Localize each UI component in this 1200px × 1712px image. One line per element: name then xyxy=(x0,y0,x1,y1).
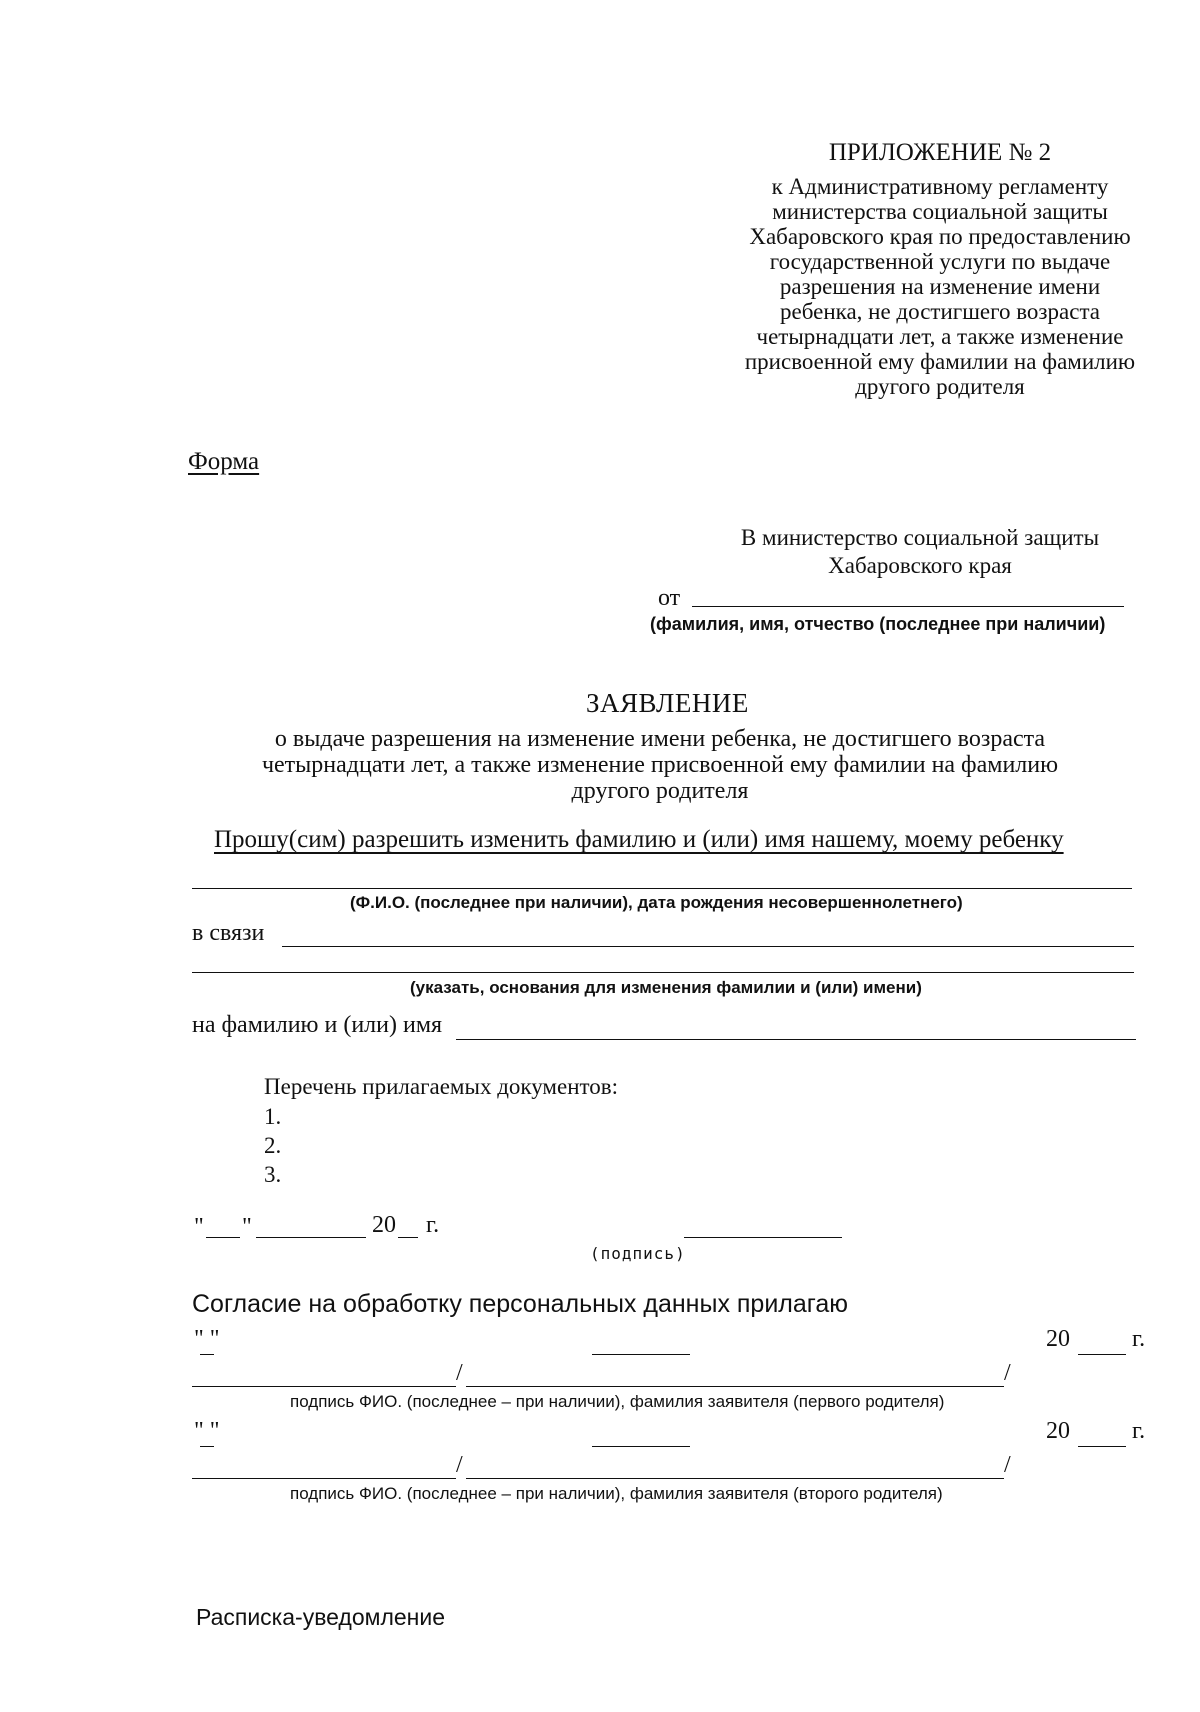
slash-separator: / xyxy=(456,1452,463,1478)
signature-caption: (подпись) xyxy=(590,1244,686,1263)
addressee xyxy=(680,524,1160,580)
signature-field-line[interactable] xyxy=(684,1237,842,1238)
annex-text xyxy=(700,174,1180,399)
consent-year-field-1[interactable] xyxy=(1078,1354,1126,1355)
documents-heading: Перечень прилагаемых документов: xyxy=(264,1074,619,1099)
consent-month-field-2[interactable] xyxy=(592,1446,690,1447)
date-year-field[interactable] xyxy=(398,1237,418,1238)
date-month-field[interactable] xyxy=(256,1237,366,1238)
from-field-line[interactable] xyxy=(692,606,1124,607)
child-name-caption: (Ф.И.О. (последнее при наличии), дата рождения несовершеннолетнего) xyxy=(350,893,963,912)
first-parent-caption: подпись ФИО. (последнее – при наличии), фамилия заявителя (первого родителя) xyxy=(290,1392,945,1411)
annex-line: ребенка, не достигшего возраста xyxy=(780,299,1100,324)
request-text: Прошу(сим) разрешить изменить фамилию и (или) имя нашему, моему ребенку xyxy=(214,826,1064,853)
addressee-line-1: В министерство социальной защиты xyxy=(740,525,1100,550)
from-label: от xyxy=(658,585,681,611)
documents-item-1: 1. xyxy=(264,1104,282,1129)
annex-title: ПРИЛОЖЕНИЕ № 2 xyxy=(828,139,1052,166)
reason-field-line[interactable] xyxy=(282,946,1134,947)
consent-year-suffix-1: г. xyxy=(1132,1326,1146,1352)
consent-year-suffix-2: г. xyxy=(1132,1418,1146,1444)
consent-text: Согласие на обработку персональных данных прилагаю xyxy=(192,1290,849,1318)
first-parent-signature-line[interactable] xyxy=(192,1386,456,1387)
annex-line: Хабаровского края по предоставлению xyxy=(749,224,1131,249)
receipt-title: Расписка-уведомление xyxy=(196,1604,446,1630)
date-day-field[interactable] xyxy=(206,1237,240,1238)
form-label: Форма xyxy=(188,448,260,475)
from-caption: (фамилия, имя, отчество (последнее при наличии) xyxy=(650,614,1106,634)
consent-month-field-1[interactable] xyxy=(592,1354,690,1355)
annex-line: к Административному регламенту xyxy=(771,174,1109,199)
slash-separator: / xyxy=(1004,1360,1011,1386)
second-parent-signature-line[interactable] xyxy=(192,1478,456,1479)
date-year-suffix: г. xyxy=(426,1212,440,1238)
new-name-field-line[interactable] xyxy=(456,1039,1136,1040)
annex-line: четырнадцати лет, а также изменение xyxy=(756,324,1124,349)
annex-header xyxy=(700,138,1180,399)
slash-separator: / xyxy=(456,1360,463,1386)
annex-line: министерства социальной защиты xyxy=(772,199,1108,224)
annex-line: другого родителя xyxy=(855,374,1025,399)
second-parent-caption: подпись ФИО. (последнее – при наличии), фамилия заявителя (второго родителя) xyxy=(290,1484,943,1503)
consent-day-field-2[interactable] xyxy=(200,1446,214,1447)
date-year-prefix: 20 xyxy=(372,1212,396,1238)
consent-day-field-1[interactable] xyxy=(200,1354,214,1355)
date-quote-close: " xyxy=(242,1214,252,1240)
reason-field-line-2[interactable] xyxy=(192,972,1134,973)
addressee-line-2: Хабаровского края xyxy=(828,553,1012,578)
new-name-label: на фамилию и (или) имя xyxy=(192,1012,443,1038)
consent-year-prefix-2: 20 xyxy=(1046,1418,1070,1444)
annex-line: государственной услуги по выдаче xyxy=(769,249,1111,274)
subtitle-line: другого родителя xyxy=(571,778,749,804)
slash-separator: / xyxy=(1004,1452,1011,1478)
documents-item-3: 3. xyxy=(264,1162,282,1187)
child-name-field-line[interactable] xyxy=(192,888,1132,889)
consent-year-prefix-1: 20 xyxy=(1046,1326,1070,1352)
annex-line: присвоенной ему фамилии на фамилию xyxy=(744,349,1136,374)
reason-label: в связи xyxy=(192,920,265,946)
documents-item-2: 2. xyxy=(264,1133,282,1158)
annex-line: разрешения на изменение имени xyxy=(779,274,1101,299)
first-parent-name-line[interactable] xyxy=(466,1386,1004,1387)
reason-caption: (указать, основания для изменения фамилии и (или) имени) xyxy=(410,978,922,997)
consent-year-field-2[interactable] xyxy=(1078,1446,1126,1447)
subtitle-line: о выдаче разрешения на изменение имени ребенка, не достигшего возраста xyxy=(274,726,1046,752)
subtitle-line: четырнадцати лет, а также изменение присвоенной ему фамилии на фамилию xyxy=(261,752,1059,778)
statement-title: ЗАЯВЛЕНИЕ xyxy=(586,688,749,718)
statement-subtitle xyxy=(200,726,1120,804)
date-quote-open: " xyxy=(194,1214,204,1240)
second-parent-name-line[interactable] xyxy=(466,1478,1004,1479)
consent-date-quotes-2: " " xyxy=(194,1418,220,1444)
consent-date-quotes-1: " " xyxy=(194,1326,220,1352)
